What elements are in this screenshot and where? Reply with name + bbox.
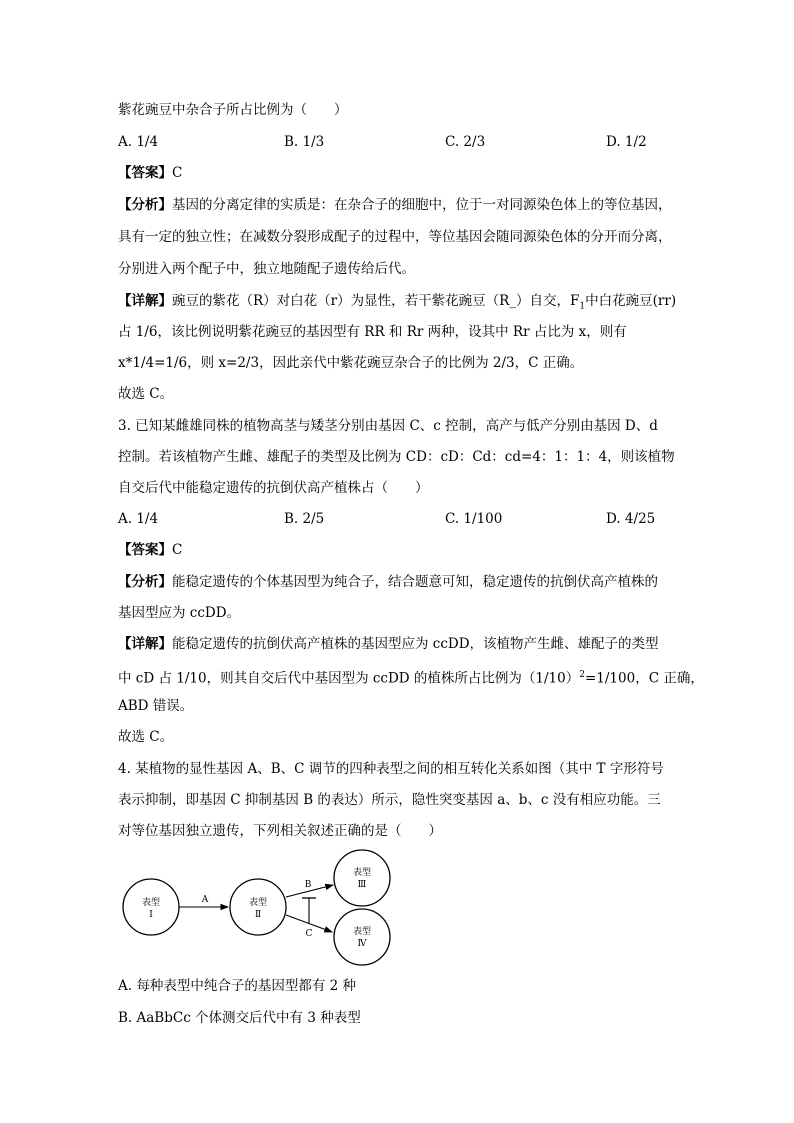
detail-text: 中 cD 占 1/10，则其自交后代中基因型为 ccDD 的植株所占比例为（1/10） bbox=[118, 670, 580, 687]
q2-analysis-line-2: 具有一定的独立性；在减数分裂形成配子的过程中，等位基因会随同源染色体的分开而分离， bbox=[118, 229, 672, 245]
q3-detail-line-1 bbox=[118, 634, 659, 654]
arrow-a-label: A bbox=[201, 895, 209, 905]
q2-option-a: A. 1/4 bbox=[118, 134, 159, 150]
q2-analysis-line-3: 分别进入两个配子中，独立地随配子遗传给后代。 bbox=[118, 261, 415, 277]
node-2-label: 表型 bbox=[248, 898, 268, 908]
q4-stem-line-1: 4. 某植物的显性基因 A、B、C 调节的四种表型之间的相互转化关系如图（其中 T 字形符号 bbox=[118, 761, 664, 777]
q3-answer bbox=[118, 540, 182, 560]
node-2-roman: Ⅱ bbox=[254, 910, 262, 920]
q3-detail-line-2 bbox=[118, 665, 704, 689]
q3-stem-line-2: 控制。若该植物产生雌、雄配子的类型及比例为 CD：cD：Cd：cd=4：1：1：4，则该植物 bbox=[118, 449, 675, 465]
subscript: 1 bbox=[579, 301, 586, 312]
node-4-roman: Ⅳ bbox=[357, 939, 367, 949]
analysis-text: 能稳定遗传的个体基因型为纯合子，结合题意可知，稳定遗传的抗倒伏高产植株的 bbox=[172, 574, 658, 590]
q4-stem-line-3: 对等位基因独立遗传，下列相关叙述正确的是（ ） bbox=[118, 823, 442, 839]
q3-option-b: B. 2/5 bbox=[284, 511, 325, 527]
q4-option-b: B. AaBbCc 个体测交后代中有 3 种表型 bbox=[118, 1010, 361, 1026]
node-3-label: 表型 bbox=[352, 868, 372, 878]
node-4-label: 表型 bbox=[352, 927, 372, 937]
q2-detail-line-2: 占 1/6，该比例说明紫花豌豆的基因型有 RR 和 Rr 两种，设其中 Rr 占比为 x，则有 bbox=[118, 324, 627, 340]
answer-value: C bbox=[172, 165, 183, 181]
detail-tag: 【详解】 bbox=[118, 636, 172, 652]
detail-tag: 【详解】 bbox=[118, 293, 172, 309]
q2-option-c: C. 2/3 bbox=[445, 134, 486, 150]
inhibition-label: C bbox=[305, 929, 313, 939]
node-1-roman: Ⅰ bbox=[149, 910, 153, 920]
q3-option-d: D. 4/25 bbox=[606, 511, 656, 527]
q3-detail-line-3: ABD 错误。 bbox=[118, 698, 194, 714]
q3-stem-line-3: 自交后代中能稳定遗传的抗倒伏高产植株占（ ） bbox=[118, 480, 429, 496]
detail-text: 中白花豌豆(rr) bbox=[585, 293, 677, 309]
analysis-tag: 【分析】 bbox=[118, 197, 172, 213]
q2-analysis-line-1 bbox=[118, 195, 672, 215]
detail-text: =1/100，C 正确， bbox=[584, 670, 704, 687]
q4-stem-line-2: 表示抑制，即基因 C 抑制基因 B 的表达）所示，隐性突变基因 a、b、c 没有相应功能。三 bbox=[118, 792, 661, 808]
q2-conclusion: 故选 C。 bbox=[118, 386, 174, 402]
q3-stem-line-1: 3. 已知某雌雄同株的植物高茎与矮茎分别由基因 C、c 控制，高产与低产分别由基因 D、d bbox=[118, 418, 658, 434]
node-3-roman: Ⅲ bbox=[357, 880, 367, 890]
q2-detail-line-1 bbox=[118, 291, 676, 317]
detail-text: 能稳定遗传的抗倒伏高产植株的基因型应为 ccDD，该植物产生雌、雄配子的类型 bbox=[172, 636, 659, 652]
node-phenotype-4 bbox=[334, 909, 390, 965]
answer-value: C bbox=[172, 542, 183, 558]
q3-option-c: C. 1/100 bbox=[445, 511, 503, 527]
q2-detail-line-3: x*1/4=1/6，则 x=2/3，因此亲代中紫花豌豆杂合子的比例为 2/3，C 正确。 bbox=[118, 355, 584, 371]
q2-option-d: D. 1/2 bbox=[606, 134, 647, 150]
q3-analysis-line-2: 基因型应为 ccDD。 bbox=[118, 605, 241, 621]
q2-option-b: B. 1/3 bbox=[284, 134, 325, 150]
analysis-text: 基因的分离定律的实质是：在杂合子的细胞中，位于一对同源染色体上的等位基因， bbox=[172, 197, 672, 213]
q2-stem-end: 紫花豌豆中杂合子所占比例为（ ） bbox=[118, 102, 348, 118]
answer-tag: 【答案】 bbox=[118, 165, 172, 181]
arrow-b-label: B bbox=[304, 880, 312, 890]
superscript: 2 bbox=[579, 670, 585, 680]
analysis-tag: 【分析】 bbox=[118, 574, 172, 590]
q3-analysis-line-1 bbox=[118, 572, 658, 592]
node-1-label: 表型 bbox=[141, 898, 161, 908]
answer-tag: 【答案】 bbox=[118, 542, 172, 558]
phenotype-diagram bbox=[110, 845, 410, 973]
q2-answer bbox=[118, 163, 182, 183]
q4-option-a: A. 每种表型中纯合子的基因型都有 2 种 bbox=[118, 978, 357, 994]
q3-conclusion: 故选 C。 bbox=[118, 729, 174, 745]
node-phenotype-3 bbox=[334, 850, 390, 906]
detail-text: 豌豆的紫花（R）对白花（r）为显性，若干紫花豌豆（R_）自交，F bbox=[172, 293, 580, 309]
q3-option-a: A. 1/4 bbox=[118, 511, 159, 527]
